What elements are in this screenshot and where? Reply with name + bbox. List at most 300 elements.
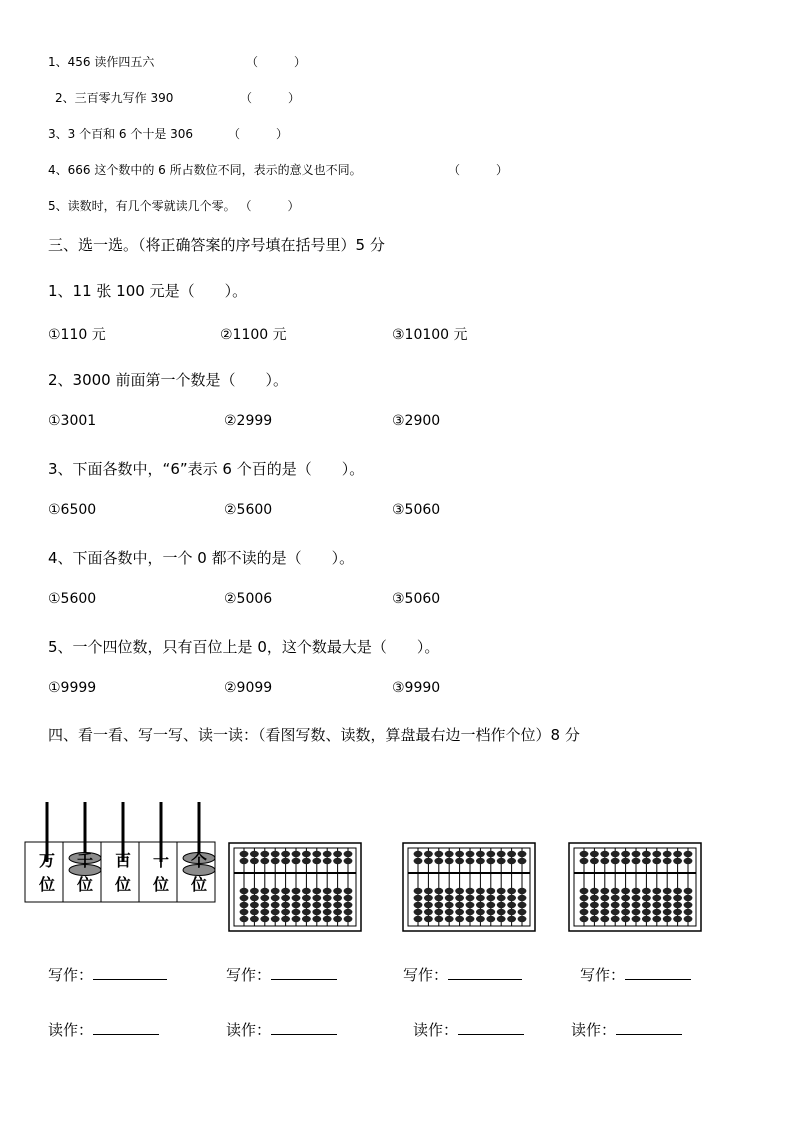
abacus-bead bbox=[292, 858, 301, 864]
abacus-bead bbox=[611, 888, 620, 894]
abacus-bead bbox=[466, 888, 475, 894]
abacus-bead bbox=[333, 858, 342, 864]
abacus-bead bbox=[434, 851, 443, 857]
abacus-bead bbox=[684, 888, 693, 894]
abacus-bead bbox=[600, 888, 609, 894]
write-answer bbox=[403, 964, 522, 985]
abacus-bead bbox=[344, 909, 353, 915]
abacus-bead bbox=[414, 851, 423, 857]
abacus-bead bbox=[414, 902, 423, 908]
abacus-bead bbox=[673, 858, 682, 864]
abacus-bead bbox=[445, 851, 454, 857]
abacus-bead bbox=[281, 895, 290, 901]
write-label: 写作： bbox=[226, 966, 272, 984]
abacus-bead bbox=[507, 858, 516, 864]
abacus-bead bbox=[414, 909, 423, 915]
place-value-counter bbox=[24, 800, 220, 904]
write-label: 写作： bbox=[48, 966, 94, 984]
abacus-bead bbox=[323, 902, 332, 908]
abacus-bead bbox=[323, 858, 332, 864]
abacus-bead bbox=[663, 902, 672, 908]
abacus-bead bbox=[455, 909, 464, 915]
abacus-bead bbox=[434, 888, 443, 894]
choice-option[interactable]: ①3001 bbox=[48, 413, 97, 429]
choice-option[interactable]: ③10100 元 bbox=[392, 327, 468, 343]
abacus-bead bbox=[240, 858, 249, 864]
abacus-bead bbox=[621, 902, 630, 908]
abacus-bead bbox=[518, 909, 527, 915]
abacus-bead bbox=[590, 916, 599, 922]
abacus-bead bbox=[652, 902, 661, 908]
abacus-bead bbox=[281, 851, 290, 857]
abacus-bead bbox=[281, 858, 290, 864]
abacus-bead bbox=[323, 909, 332, 915]
abacus-bead bbox=[518, 916, 527, 922]
answer-paren[interactable]: （ ） bbox=[239, 199, 300, 213]
abacus-bead bbox=[486, 888, 495, 894]
write-blank[interactable] bbox=[625, 965, 691, 980]
abacus-bead bbox=[455, 916, 464, 922]
abacus-bead bbox=[240, 902, 249, 908]
abacus-bead bbox=[652, 916, 661, 922]
abacus-bead bbox=[344, 858, 353, 864]
answer-paren[interactable]: （ ） bbox=[240, 91, 301, 105]
place-label-top: 百 bbox=[114, 851, 132, 870]
abacus-bead bbox=[684, 858, 693, 864]
abacus-bead bbox=[663, 895, 672, 901]
abacus-bead bbox=[590, 858, 599, 864]
choice-option[interactable]: ③5060 bbox=[392, 591, 441, 607]
abacus-bead bbox=[632, 851, 641, 857]
abacus-bead bbox=[271, 909, 280, 915]
abacus-bead bbox=[240, 916, 249, 922]
abacus-bead bbox=[312, 916, 321, 922]
abacus-bead bbox=[281, 902, 290, 908]
abacus-bead bbox=[292, 895, 301, 901]
abacus-bead bbox=[600, 916, 609, 922]
abacus-bead bbox=[455, 888, 464, 894]
abacus-3 bbox=[568, 842, 702, 932]
abacus-bead bbox=[642, 858, 651, 864]
choice-option[interactable]: ①110 元 bbox=[48, 327, 106, 343]
section3-title: 三、选一选。（将正确答案的序号填在括号里）5 分 bbox=[48, 236, 385, 254]
abacus-bead bbox=[240, 851, 249, 857]
abacus-bead bbox=[302, 858, 311, 864]
abacus-bead bbox=[260, 858, 269, 864]
abacus-bead bbox=[333, 851, 342, 857]
choice-question: 1、11 张 100 元是（ ）。 bbox=[48, 282, 248, 300]
abacus-bead bbox=[518, 902, 527, 908]
abacus-bead bbox=[611, 858, 620, 864]
choice-option[interactable]: ①9999 bbox=[48, 680, 97, 696]
abacus-bead bbox=[445, 916, 454, 922]
choice-option[interactable]: ②5006 bbox=[224, 591, 273, 607]
abacus-bead bbox=[590, 895, 599, 901]
abacus-bead bbox=[642, 888, 651, 894]
abacus-bead bbox=[663, 851, 672, 857]
abacus-bead bbox=[507, 895, 516, 901]
read-answer bbox=[48, 1019, 159, 1040]
abacus-bead bbox=[476, 851, 485, 857]
abacus-bead bbox=[476, 888, 485, 894]
abacus-bead bbox=[673, 851, 682, 857]
abacus-bead bbox=[323, 888, 332, 894]
abacus-bead bbox=[414, 858, 423, 864]
abacus-bead bbox=[663, 909, 672, 915]
read-blank[interactable] bbox=[458, 1020, 524, 1035]
abacus-bead bbox=[580, 909, 589, 915]
abacus-bead bbox=[434, 895, 443, 901]
choice-question: 4、下面各数中，一个 0 都不读的是（ ）。 bbox=[48, 549, 355, 567]
abacus-bead bbox=[323, 895, 332, 901]
abacus-bead bbox=[344, 902, 353, 908]
abacus-bead bbox=[518, 851, 527, 857]
abacus-bead bbox=[642, 902, 651, 908]
abacus-bead bbox=[414, 895, 423, 901]
abacus-bead bbox=[652, 909, 661, 915]
abacus-bead bbox=[507, 902, 516, 908]
abacus-bead bbox=[455, 895, 464, 901]
abacus-bead bbox=[250, 858, 259, 864]
abacus-bead bbox=[292, 916, 301, 922]
abacus-bead bbox=[250, 909, 259, 915]
place-label-bottom: 位 bbox=[152, 875, 170, 894]
read-answer bbox=[226, 1019, 337, 1040]
abacus-bead bbox=[663, 916, 672, 922]
read-answer bbox=[571, 1019, 682, 1040]
abacus-bead bbox=[497, 858, 506, 864]
abacus-bead bbox=[250, 851, 259, 857]
abacus-bead bbox=[518, 895, 527, 901]
read-blank[interactable] bbox=[271, 1020, 337, 1035]
answer-paren[interactable]: （ ） bbox=[246, 55, 307, 69]
abacus-bead bbox=[424, 902, 433, 908]
abacus-bead bbox=[333, 888, 342, 894]
abacus-bead bbox=[486, 851, 495, 857]
abacus-bead bbox=[312, 888, 321, 894]
abacus-bead bbox=[344, 888, 353, 894]
abacus-bead bbox=[652, 851, 661, 857]
abacus-bead bbox=[600, 851, 609, 857]
abacus-bead bbox=[497, 902, 506, 908]
answer-paren[interactable]: （ ） bbox=[448, 163, 509, 177]
abacus-bead bbox=[632, 916, 641, 922]
abacus-bead bbox=[333, 909, 342, 915]
abacus-1 bbox=[228, 842, 362, 932]
abacus-bead bbox=[673, 902, 682, 908]
place-label-top: 万 bbox=[38, 851, 56, 870]
abacus-bead bbox=[580, 851, 589, 857]
abacus-bead bbox=[621, 851, 630, 857]
abacus-bead bbox=[455, 851, 464, 857]
abacus-bead bbox=[344, 895, 353, 901]
abacus-bead bbox=[281, 909, 290, 915]
abacus-bead bbox=[600, 858, 609, 864]
abacus-bead bbox=[434, 916, 443, 922]
abacus-bead bbox=[292, 909, 301, 915]
abacus-bead bbox=[344, 851, 353, 857]
abacus-bead bbox=[652, 858, 661, 864]
abacus-bead bbox=[673, 888, 682, 894]
judge-item: 1、456 读作四五六 （ ） bbox=[48, 55, 307, 69]
abacus-bead bbox=[507, 888, 516, 894]
abacus-bead bbox=[600, 902, 609, 908]
abacus-bead bbox=[466, 851, 475, 857]
abacus-bead bbox=[271, 895, 280, 901]
place-label-bottom: 位 bbox=[114, 875, 132, 894]
abacus-bead bbox=[434, 858, 443, 864]
choice-option[interactable]: ③9990 bbox=[392, 680, 441, 696]
abacus-bead bbox=[600, 895, 609, 901]
abacus-bead bbox=[486, 909, 495, 915]
section4-title: 四、看一看、写一写、读一读：（看图写数、读数，算盘最右边一档作个位）8 分 bbox=[48, 726, 580, 744]
abacus-bead bbox=[271, 851, 280, 857]
abacus-bead bbox=[642, 916, 651, 922]
abacus-bead bbox=[611, 895, 620, 901]
abacus-bead bbox=[684, 851, 693, 857]
write-answer bbox=[580, 964, 691, 985]
judge-item: 5、读数时，有几个零就读几个零。 （ ） bbox=[48, 199, 300, 213]
abacus-bead bbox=[455, 858, 464, 864]
abacus-bead bbox=[497, 909, 506, 915]
abacus-bead bbox=[240, 895, 249, 901]
abacus-bead bbox=[632, 888, 641, 894]
abacus-bead bbox=[486, 902, 495, 908]
choice-option[interactable]: ③5060 bbox=[392, 502, 441, 518]
read-answer bbox=[413, 1019, 524, 1040]
abacus-bead bbox=[344, 916, 353, 922]
abacus-bead bbox=[240, 909, 249, 915]
abacus-bead bbox=[260, 895, 269, 901]
abacus-bead bbox=[600, 909, 609, 915]
abacus-bead bbox=[302, 851, 311, 857]
judge-item: 3、3 个百和 6 个十是 306 （ ） bbox=[48, 127, 289, 141]
abacus-bead bbox=[445, 888, 454, 894]
abacus-bead bbox=[486, 916, 495, 922]
abacus-bead bbox=[476, 909, 485, 915]
place-label-top: 千 bbox=[76, 851, 94, 870]
abacus-bead bbox=[466, 916, 475, 922]
abacus-bead bbox=[642, 851, 651, 857]
abacus-bead bbox=[476, 895, 485, 901]
abacus-bead bbox=[455, 902, 464, 908]
choice-option[interactable]: ①6500 bbox=[48, 502, 97, 518]
abacus-bead bbox=[250, 895, 259, 901]
choice-question: 2、3000 前面第一个数是（ ）。 bbox=[48, 371, 288, 389]
place-label-top: 十 bbox=[152, 851, 170, 870]
write-blank[interactable] bbox=[271, 965, 337, 980]
choice-question: 5、一个四位数，只有百位上是 0，这个数最大是（ ）。 bbox=[48, 638, 440, 656]
abacus-bead bbox=[250, 902, 259, 908]
abacus-bead bbox=[312, 851, 321, 857]
abacus-bead bbox=[663, 888, 672, 894]
abacus-bead bbox=[518, 858, 527, 864]
abacus-bead bbox=[445, 895, 454, 901]
abacus-bead bbox=[333, 916, 342, 922]
abacus-bead bbox=[302, 895, 311, 901]
abacus-bead bbox=[445, 858, 454, 864]
abacus-bead bbox=[684, 916, 693, 922]
abacus-bead bbox=[632, 895, 641, 901]
abacus-bead bbox=[281, 888, 290, 894]
abacus-bead bbox=[466, 895, 475, 901]
abacus-bead bbox=[281, 916, 290, 922]
read-label: 读作： bbox=[226, 1021, 272, 1039]
abacus-bead bbox=[302, 888, 311, 894]
abacus-bead bbox=[518, 888, 527, 894]
abacus-bead bbox=[652, 888, 661, 894]
abacus-bead bbox=[466, 902, 475, 908]
abacus-bead bbox=[434, 909, 443, 915]
abacus-bead bbox=[663, 858, 672, 864]
abacus-bead bbox=[486, 895, 495, 901]
abacus-bead bbox=[271, 902, 280, 908]
place-label-bottom: 位 bbox=[38, 875, 56, 894]
abacus-bead bbox=[652, 895, 661, 901]
abacus-bead bbox=[323, 916, 332, 922]
abacus-bead bbox=[424, 909, 433, 915]
abacus-bead bbox=[312, 909, 321, 915]
abacus-bead bbox=[611, 851, 620, 857]
abacus-bead bbox=[424, 888, 433, 894]
abacus-bead bbox=[632, 909, 641, 915]
abacus-bead bbox=[271, 916, 280, 922]
abacus-bead bbox=[590, 902, 599, 908]
abacus-bead bbox=[466, 909, 475, 915]
choice-option[interactable]: ②9099 bbox=[224, 680, 273, 696]
abacus-bead bbox=[486, 858, 495, 864]
abacus-bead bbox=[673, 916, 682, 922]
write-answer bbox=[226, 964, 337, 985]
abacus-bead bbox=[684, 902, 693, 908]
abacus-bead bbox=[580, 916, 589, 922]
abacus-bead bbox=[424, 851, 433, 857]
choice-question: 3、下面各数中，“6”表示 6 个百的是（ ）。 bbox=[48, 460, 365, 478]
write-label: 写作： bbox=[580, 966, 626, 984]
abacus-bead bbox=[445, 902, 454, 908]
abacus-bead bbox=[312, 895, 321, 901]
read-label: 读作： bbox=[48, 1021, 94, 1039]
abacus-bead bbox=[424, 858, 433, 864]
read-blank[interactable] bbox=[93, 1020, 159, 1035]
abacus-bead bbox=[312, 858, 321, 864]
judge-item: 2、三百零九写作 390 （ ） bbox=[55, 91, 301, 105]
abacus-bead bbox=[611, 902, 620, 908]
abacus-bead bbox=[632, 902, 641, 908]
abacus-bead bbox=[673, 895, 682, 901]
choice-option[interactable]: ③2900 bbox=[392, 413, 441, 429]
abacus-bead bbox=[580, 895, 589, 901]
abacus-bead bbox=[497, 916, 506, 922]
choice-option[interactable]: ②2999 bbox=[224, 413, 273, 429]
choice-option[interactable]: ②1100 元 bbox=[220, 327, 287, 343]
abacus-bead bbox=[621, 895, 630, 901]
abacus-bead bbox=[507, 851, 516, 857]
choice-option[interactable]: ①5600 bbox=[48, 591, 97, 607]
abacus-bead bbox=[302, 902, 311, 908]
abacus-bead bbox=[414, 916, 423, 922]
choice-option[interactable]: ②5600 bbox=[224, 502, 273, 518]
abacus-bead bbox=[424, 916, 433, 922]
abacus-bead bbox=[414, 888, 423, 894]
abacus-bead bbox=[240, 888, 249, 894]
abacus-bead bbox=[642, 895, 651, 901]
abacus-bead bbox=[292, 888, 301, 894]
place-label-top: 个 bbox=[190, 851, 208, 870]
abacus-bead bbox=[260, 902, 269, 908]
judge-item: 4、666 这个数中的 6 所占数位不同，表示的意义也不同。 （ ） bbox=[48, 163, 509, 177]
abacus-bead bbox=[271, 888, 280, 894]
abacus-bead bbox=[424, 895, 433, 901]
abacus-bead bbox=[260, 916, 269, 922]
write-answer bbox=[48, 964, 167, 985]
abacus-bead bbox=[292, 902, 301, 908]
abacus-bead bbox=[507, 916, 516, 922]
place-label-bottom: 位 bbox=[190, 875, 208, 894]
abacus-bead bbox=[580, 902, 589, 908]
abacus-bead bbox=[684, 909, 693, 915]
abacus-bead bbox=[580, 858, 589, 864]
abacus-bead bbox=[302, 916, 311, 922]
read-label: 读作： bbox=[571, 1021, 617, 1039]
abacus-bead bbox=[642, 909, 651, 915]
abacus-bead bbox=[333, 902, 342, 908]
abacus-bead bbox=[250, 916, 259, 922]
abacus-bead bbox=[621, 916, 630, 922]
abacus-bead bbox=[434, 902, 443, 908]
abacus-bead bbox=[590, 851, 599, 857]
abacus-bead bbox=[476, 902, 485, 908]
abacus-bead bbox=[611, 916, 620, 922]
abacus-bead bbox=[312, 902, 321, 908]
abacus-bead bbox=[302, 909, 311, 915]
answer-paren[interactable]: （ ） bbox=[228, 127, 289, 141]
abacus-bead bbox=[333, 895, 342, 901]
abacus-bead bbox=[621, 909, 630, 915]
abacus-bead bbox=[260, 851, 269, 857]
abacus-bead bbox=[621, 858, 630, 864]
abacus-bead bbox=[590, 888, 599, 894]
abacus-bead bbox=[260, 909, 269, 915]
read-blank[interactable] bbox=[616, 1020, 682, 1035]
abacus-bead bbox=[445, 909, 454, 915]
write-blank[interactable] bbox=[448, 965, 522, 980]
abacus-bead bbox=[292, 851, 301, 857]
abacus-bead bbox=[476, 858, 485, 864]
abacus-bead bbox=[271, 858, 280, 864]
abacus-bead bbox=[323, 851, 332, 857]
abacus-bead bbox=[507, 909, 516, 915]
abacus-bead bbox=[684, 895, 693, 901]
abacus-bead bbox=[611, 909, 620, 915]
abacus-bead bbox=[621, 888, 630, 894]
abacus-2 bbox=[402, 842, 536, 932]
abacus-bead bbox=[497, 888, 506, 894]
place-label-bottom: 位 bbox=[76, 875, 94, 894]
abacus-bead bbox=[250, 888, 259, 894]
abacus-bead bbox=[497, 895, 506, 901]
write-blank[interactable] bbox=[93, 965, 167, 980]
abacus-bead bbox=[632, 858, 641, 864]
abacus-bead bbox=[580, 888, 589, 894]
abacus-bead bbox=[476, 916, 485, 922]
abacus-bead bbox=[590, 909, 599, 915]
abacus-bead bbox=[260, 888, 269, 894]
abacus-bead bbox=[673, 909, 682, 915]
read-label: 读作： bbox=[413, 1021, 459, 1039]
abacus-bead bbox=[497, 851, 506, 857]
write-label: 写作： bbox=[403, 966, 449, 984]
